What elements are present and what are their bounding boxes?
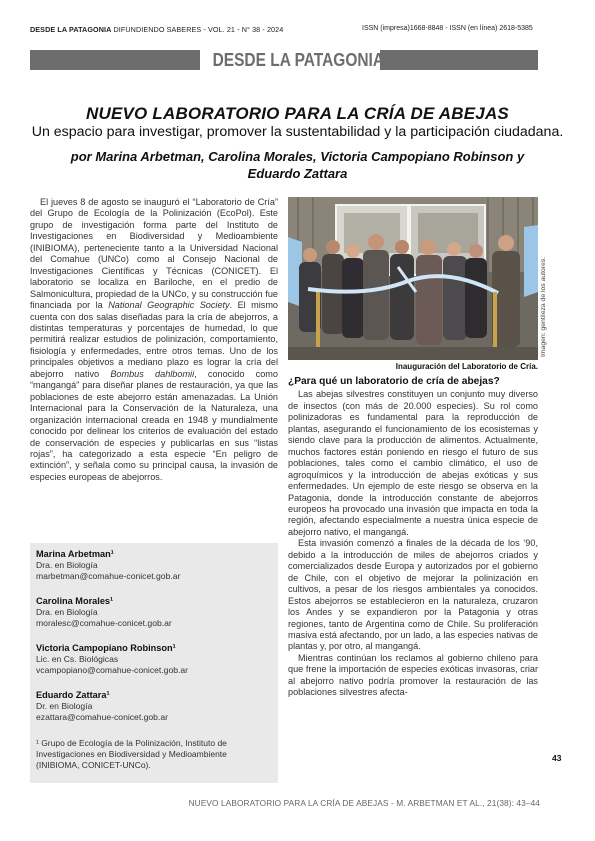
- running-header-left: [30, 25, 283, 34]
- species-name: Bombus dahlbomii: [110, 368, 195, 379]
- author-email: marbetman@comahue-conicet.gob.ar: [36, 571, 181, 581]
- author-degree: Dra. en Biología: [36, 607, 98, 617]
- author-entry: [36, 643, 188, 676]
- text-run: El jueves 8 de agosto se inauguró el “Laboratorio de Cría” del Grupo de Ecología de la Polinización (EcoPol). Este grupo de investigación forma parte del Instituto de Investigaciones en Biodiversidad y Medioambiente (INIBIOMA), perteneciente tanto a la Universidad Nacional del Comahue (UNCo) como al Consejo Nacional de Investigaciones Científicas y Técnicas (CONICET). El laboratorio se localiza en Bariloche, en el predio de Salmonicultura, propiedad de la UNCo, y su construcción fue financiada por la: [30, 197, 278, 311]
- body-paragraph: Mientras continúan los reclamos al gobierno chileno para que frene la importación de especies exóticas invasoras, criar al abejorro nativo podría promover la restauración de las poblaciones silvestres afecta-: [288, 652, 538, 698]
- banner-title: DESDE LA PATAGONIA: [212, 50, 385, 70]
- right-column: [288, 376, 538, 699]
- affiliation-note: ¹ Grupo de Ecología de la Polinización, Instituto de Investigaciones en Biodiversidad y Medioambiente (INIBIOMA, CONICET-UNCo).: [36, 738, 227, 770]
- section-heading: ¿Para qué un laboratorio de cría de abejas?: [288, 376, 500, 387]
- issn-line: ISSN (impresa)1668-8848 - ISSN (en línea) 2618-5385: [362, 25, 533, 32]
- author-degree: Lic. en Cs. Biológicas: [36, 654, 119, 664]
- author-email: moralesc@comahue-conicet.gob.ar: [36, 618, 172, 628]
- author-degree: Dr. en Biología: [36, 701, 93, 711]
- article-byline: [30, 148, 565, 182]
- author-name: Eduardo Zattara¹: [36, 690, 110, 700]
- photo-credit-text: Imagen: gentileza de los autores.: [540, 256, 547, 357]
- author-entry: [36, 690, 168, 723]
- photo-illustration: [288, 197, 538, 360]
- author-name: Carolina Morales¹: [36, 596, 114, 606]
- byline-line-1: por Marina Arbetman, Carolina Morales, Victoria Campopiano Robinson y: [70, 149, 525, 164]
- author-email: vcampopiano@comahue-conicet.gob.ar: [36, 665, 189, 675]
- intro-paragraph: [30, 197, 278, 483]
- author-entry: [36, 549, 180, 582]
- author-name: Victoria Campopiano Robinson¹: [36, 643, 176, 653]
- author-info-box: [30, 543, 278, 783]
- text-run: , conocido como “mangangá” para diseñar planes de restauración, ya que las poblaciones de este abejorro están amenazadas. La Unión Internacional para la Conservación de la Naturaleza, una organización internacional creada en 1948 y mundialmente conocido por delinear los criterios de evaluación del estado de conservación de especies y publicarlas en sus “listas rojas”, ha categorizado a esta especie “En peligro de extinción”, y señala como su principal causa, la invasión de especies europeas de abejorros.: [30, 368, 278, 482]
- running-footer: NUEVO LABORATORIO PARA LA CRÍA DE ABEJAS - M. ARBETMAN ET AL., 21(38): 43–44: [188, 798, 540, 808]
- body-paragraph: Esta invasión comenzó a finales de la década de los ’90, debido a la introducción de miles de abejorros criados y comercializados desde Europa y autorizados por el gobierno de Chile, con el objetivo de mejorar la polinización en cultivos, a pesar de los riesgos ambientales ya conocidos. Estos abejorros se establecieron en la naturaleza, cruzaron los Andes y se expandieron por la Patagonia y otras regiones, tanto de Argentina como de Chile. Su proliferación masiva está afectando, por un lado, a las especies nativas de plantas y, por otro, al mangangá.: [288, 538, 538, 652]
- journal-name: DESDE LA PATAGONIA: [30, 25, 112, 34]
- body-paragraph: Las abejas silvestres constituyen un conjunto muy diverso de insectos (con más de 20.000 especies). Su rol como polinizadoras es fundamental para la reproducción de plantas, asegurando el funcionamiento de los ecosistemas y siendo clave para la producción de alimentos. Actualmente, muchos factores están poniendo en riesgo el futuro de sus poblaciones, tales como el cambio climático, el uso de agroquímicos y la introducción de abejas exóticas y sus enfermedades. Un ejemplo de este riesgo se observa en la Patagonia, donde la introducción constante de abejorros europeos ha provocado una invasión que impacta en toda la región, afectando especialmente a nuestra única especie de abejorro nativo, el mangangá.: [288, 389, 538, 537]
- issue-info: DIFUNDIENDO SABERES - VOL. 21 - N° 38 - 2024: [111, 25, 284, 34]
- article-title: NUEVO LABORATORIO PARA LA CRÍA DE ABEJAS: [86, 104, 509, 123]
- author-name: Marina Arbetman¹: [36, 549, 114, 559]
- article-subtitle: Un espacio para investigar, promover la sustentabilidad y la participación ciudadana.: [31, 124, 564, 140]
- banner-title-box: [200, 50, 385, 70]
- byline-line-2: Eduardo Zattara: [247, 166, 348, 181]
- text-run: . El mismo cuenta con dos salas diseñadas para la cría de abejorros, a distintas temperaturas y porcentajes de humedad, lo que permitirá realizar estudios de polinización, comportamiento, fisiología y enfermedades, entre otros temas. Uno de los principales objetivos a mediano plazo es lograr la cría del abejorro nativo: [30, 300, 278, 379]
- inauguration-photo: [288, 197, 538, 360]
- photo-caption: Inauguración del Laboratorio de Cría.: [395, 362, 538, 371]
- author-entry: [36, 596, 172, 629]
- photo-credit: [540, 197, 554, 357]
- italic-run: National Geographic Society: [108, 300, 230, 311]
- page-number: 43: [552, 753, 562, 763]
- author-email: ezattara@comahue-conicet.gob.ar: [36, 712, 168, 722]
- author-degree: Dra. en Biología: [36, 560, 98, 570]
- section-banner: [30, 50, 538, 70]
- left-column: [30, 197, 278, 483]
